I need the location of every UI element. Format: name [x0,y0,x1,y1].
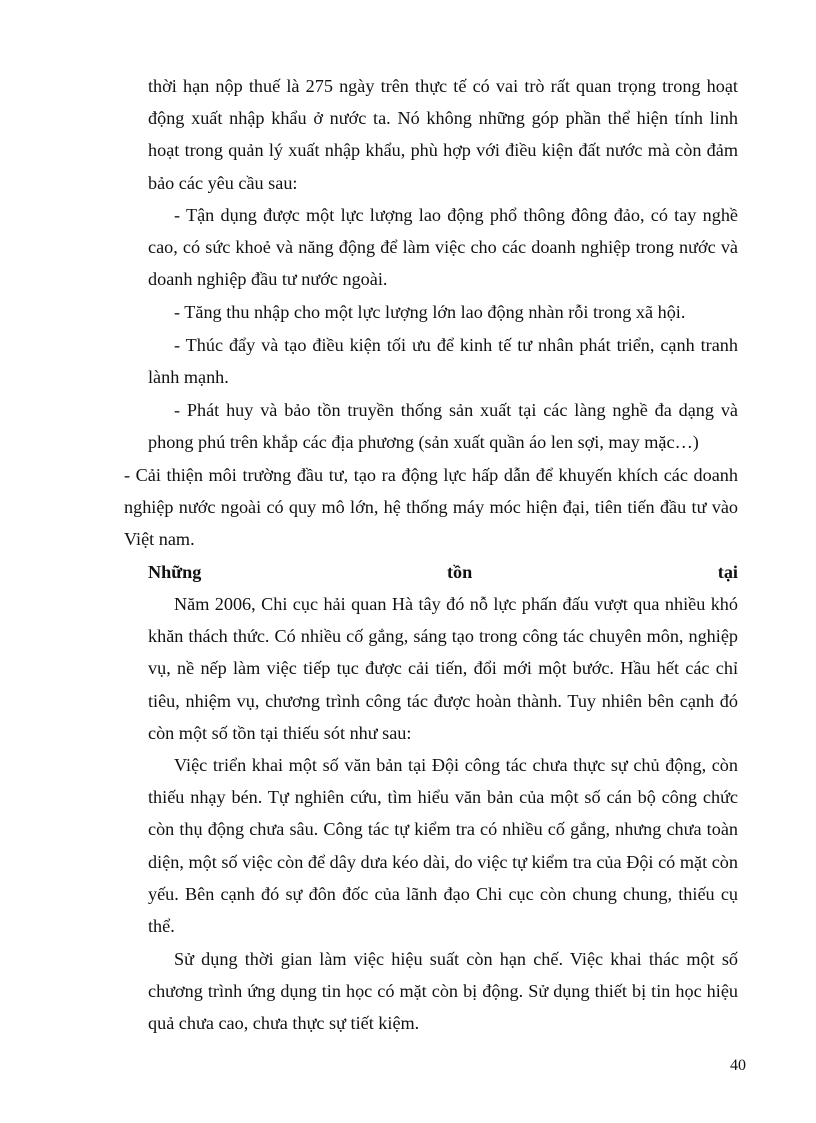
section-heading [148,556,738,588]
heading-word-3: tại [717,562,738,582]
paragraph-time-usage: Sử dụng thời gian làm việc hiệu suất còn hạn chế. Việc khai thác một số chương trình ứng dụng tin học có mặt còn bị động. Sử dụng thiết bị tin học hiệu quả chưa cao, chưa thực sự tiết kiệm. [148,949,738,1034]
bullet-investment-environment: - Cải thiện môi trường đầu tư, tạo ra động lực hấp dẫn để khuyến khích các doanh nghiệp nước ngoài có quy mô lớn, hệ thống máy móc hiện đại, tiên tiến đầu tư vào Việt nam. [124,465,738,550]
bullet-income: - Tăng thu nhập cho một lực lượng lớn lao động nhàn rỗi trong xã hội. [174,302,686,322]
bullet-traditional-crafts: - Phát huy và bảo tồn truyền thống sản xuất tại các làng nghề đa dạng và phong phú trên khắp các địa phương (sản xuất quần áo len sợi, may mặc…) [148,400,738,453]
paragraph-intro: thời hạn nộp thuế là 275 ngày trên thực tế có vai trò rất quan trọng trong hoạt động xuất nhập khẩu ở nước ta. Nó không những góp phần thể hiện tính linh hoạt trong quản lý xuất nhập khẩu, phù hợp với điều kiện đất nước mà còn đảm bảo các yêu cầu sau: [148,76,738,193]
paragraph-shortcomings: Việc triển khai một số văn bản tại Đội công tác chưa thực sự chủ động, còn thiếu nhạy bén. Tự nghiên cứu, tìm hiểu văn bản của một số cán bộ công chức còn thụ động chưa sâu. Công tác tự kiểm tra có nhiều cố gắng, nhưng chưa toàn diện, một số việc còn để dây dưa kéo dài, do việc tự kiểm tra của Đội có mặt còn yếu. Bên cạnh đó sự đôn đốc của lãnh đạo Chi cục còn chung chung, thiếu cụ thể. [148,755,738,937]
heading-word-1: Những [148,562,202,582]
bullet-private-economy: - Thúc đẩy và tạo điều kiện tối ưu để kinh tế tư nhân phát triển, cạnh tranh lành mạnh. [148,335,738,388]
paragraph-2006-overview: Năm 2006, Chi cục hải quan Hà tây đó nỗ lực phấn đấu vượt qua nhiều khó khăn thách thức. Có nhiều cố gắng, sáng tạo trong công tác chuyên môn, nghiệp vụ, nề nếp làm việc tiếp tục được cải tiến, đổi mới một bước. Hầu hết các chỉ tiêu, nhiệm vụ, chương trình công tác được hoàn thành. Tuy nhiên bên cạnh đó còn một số tồn tại thiếu sót như sau: [148,594,738,743]
heading-word-2: tồn [446,562,473,582]
bullet-labor-force: - Tận dụng được một lực lượng lao động phổ thông đông đảo, có tay nghề cao, có sức khoẻ và năng động để làm việc cho các doanh nghiệp trong nước và doanh nghiệp đầu tư nước ngoài. [148,205,738,290]
page-number: 40 [730,1057,746,1074]
